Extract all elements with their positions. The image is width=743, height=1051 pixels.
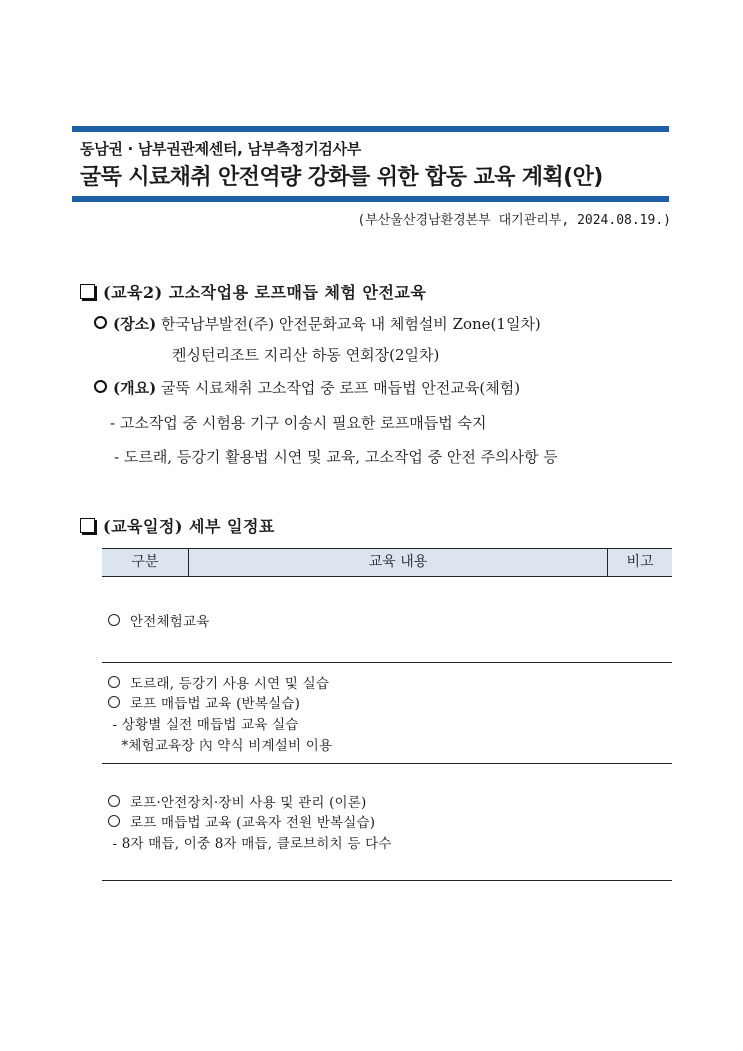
table-header-category: 구분 — [102, 549, 189, 576]
header-subtitle: 동남권 · 남부권관제센터, 남부측정기검사부 — [80, 140, 361, 158]
document-header — [72, 126, 669, 202]
table-row — [102, 663, 672, 764]
overview-text: 굴뚝 시료채취 고소작업 중 로프 매듭법 안전교육(체험) — [160, 379, 521, 397]
document-source: (부산울산경남환경본부 대기관리부, 2024.08.19.) — [357, 213, 671, 228]
place-line-1 — [94, 313, 541, 334]
overview-label: (개요) — [113, 379, 157, 397]
row2-line-1: 도르래, 등강기 사용 시연 및 실습 — [108, 672, 329, 692]
overview-line — [94, 377, 520, 398]
table-header-note: 비고 — [626, 554, 654, 570]
open-circle-icon — [108, 696, 120, 708]
open-circle-icon — [108, 795, 120, 807]
table-row — [102, 577, 672, 663]
row1-line-1: 안전체험교육 — [108, 610, 209, 630]
table-header-content: 교육 내용 — [189, 549, 608, 576]
square-bullet-icon — [80, 284, 95, 299]
row2-line-3: - 상황별 실전 매듭법 교육 실습 — [108, 717, 299, 733]
table-row — [102, 764, 672, 881]
row3-line-1: 로프·안전장치·장비 사용 및 관리 (이론) — [108, 791, 367, 811]
place-line-2: 켄싱턴리조트 지리산 하동 연회장(2일차) — [172, 346, 440, 364]
circle-bullet-icon — [94, 380, 107, 393]
open-circle-icon — [108, 614, 120, 626]
square-bullet-icon — [80, 518, 95, 533]
document-title: 굴뚝 시료채취 안전역량 강화를 위한 합동 교육 계획(안) — [80, 165, 603, 190]
row3-line-2: 로프 매듭법 교육 (교육자 전원 반복실습) — [108, 811, 375, 831]
section1-heading: (교육2) 고소작업용 로프매듭 체험 안전교육 — [80, 280, 426, 303]
header-top-bar — [72, 126, 669, 132]
open-circle-icon — [108, 815, 120, 827]
table-header-row — [102, 548, 672, 577]
header-bottom-bar — [72, 196, 669, 202]
circle-bullet-icon — [94, 316, 107, 329]
row2-line-4: *체험교육장 內 약식 비계설비 이용 — [108, 738, 333, 754]
overview-dash-1: - 고소작업 중 시험용 기구 이송시 필요한 로프매듭법 숙지 — [110, 414, 487, 432]
overview-dash-2: - 도르래, 등강기 활용법 시연 및 교육, 고소작업 중 안전 주의사항 등 — [114, 448, 558, 466]
row3-line-3: - 8자 매듭, 이중 8자 매듭, 클로브히치 등 다수 — [108, 836, 392, 852]
place-text-1: 한국남부발전(주) 안전문화교육 내 체험설비 Zone(1일차) — [160, 315, 541, 333]
section2-heading: (교육일정) 세부 일정표 — [80, 514, 275, 537]
place-label: (장소) — [113, 315, 157, 333]
open-circle-icon — [108, 676, 120, 688]
row2-line-2: 로프 매듭법 교육 (반복실습) — [108, 692, 300, 712]
